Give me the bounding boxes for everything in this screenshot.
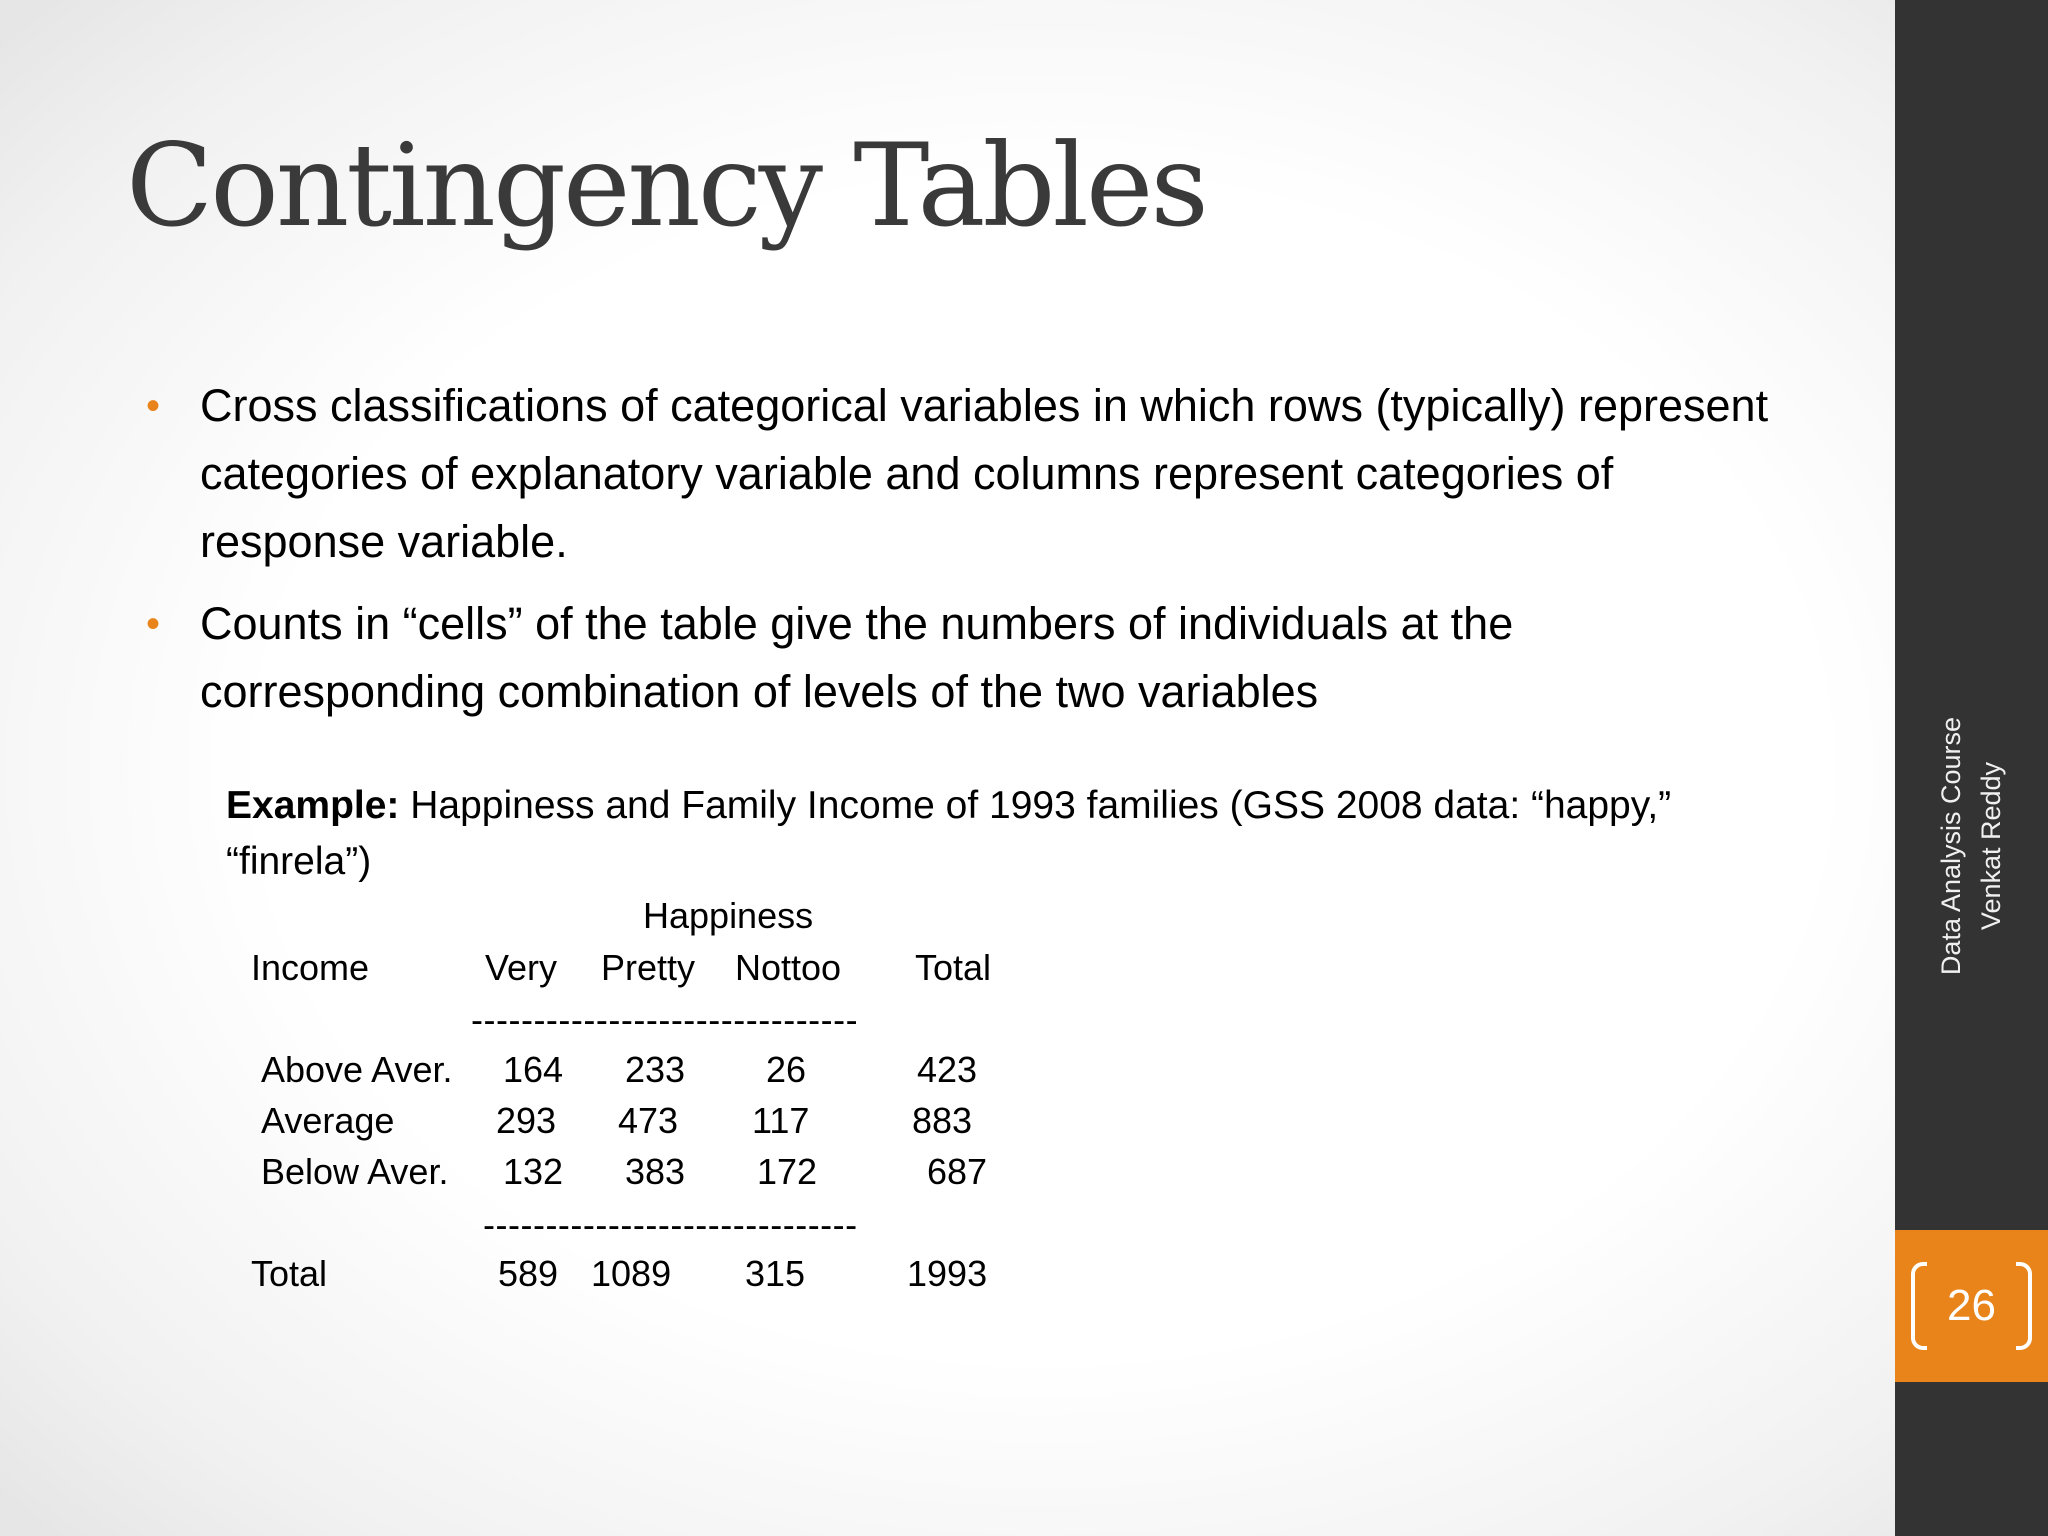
table-column-header: Total [915,947,992,988]
table-group-header: Happiness [643,895,814,936]
table-cell: 589 [498,1253,559,1294]
bullet-marker-icon: • [146,384,161,428]
table-column-header: Very [485,947,558,988]
sidebar-course-credit [1931,717,2011,975]
table-cell: 1993 [907,1253,988,1294]
table-total-label: Total [251,1253,328,1294]
table-cell: 315 [745,1253,806,1294]
bullet-marker-icon: • [146,602,161,646]
table-cell: 26 [766,1049,807,1090]
table-cell: 293 [496,1100,557,1141]
table-cell: 1089 [591,1253,672,1294]
example-text: Happiness and Family Income of 1993 families (GSS 2008 data: “happy,” “finrela”) [226,784,1672,883]
table-row-label: Average [261,1100,395,1141]
table-cell: 883 [912,1100,973,1141]
table-divider: ------------------------------- [471,999,859,1040]
author-name: Venkat Reddy [1976,761,2006,931]
page-number: 26 [1947,1281,1996,1330]
table-cell: 132 [503,1151,564,1192]
table-cell: 687 [927,1151,988,1192]
table-cell: 473 [618,1100,679,1141]
table-column-header: Nottoo [735,947,842,988]
table-row-label: Below Aver. [261,1151,449,1192]
bullet-text: Cross classifications of categorical variables in which rows (typically) represent categories of explanatory variable and columns represent categories of response variable. [200,380,1769,567]
table-column-header: Pretty [601,947,696,988]
bullet-item [140,590,1780,726]
table-cell: 423 [917,1049,978,1090]
table-row-header: Income [251,947,370,988]
table-cell: 383 [625,1151,686,1192]
example-label: Example: [226,784,400,827]
example-caption [226,778,1686,890]
bullet-text: Counts in “cells” of the table give the numbers of individuals at the corresponding combination of levels of the two variables [200,598,1514,717]
table-cell: 117 [752,1100,810,1141]
page-number-badge [1895,1230,2048,1382]
course-name: Data Analysis Course [1936,716,1966,976]
table-cell: 172 [757,1151,818,1192]
bullet-item [140,372,1780,576]
table-divider: ------------------------------ [483,1204,858,1245]
table-cell: 233 [625,1049,686,1090]
slide-title: Contingency Tables [126,119,1206,252]
table-cell: 164 [503,1049,564,1090]
table-row-label: Above Aver. [261,1049,453,1090]
bullet-list [140,372,1780,740]
